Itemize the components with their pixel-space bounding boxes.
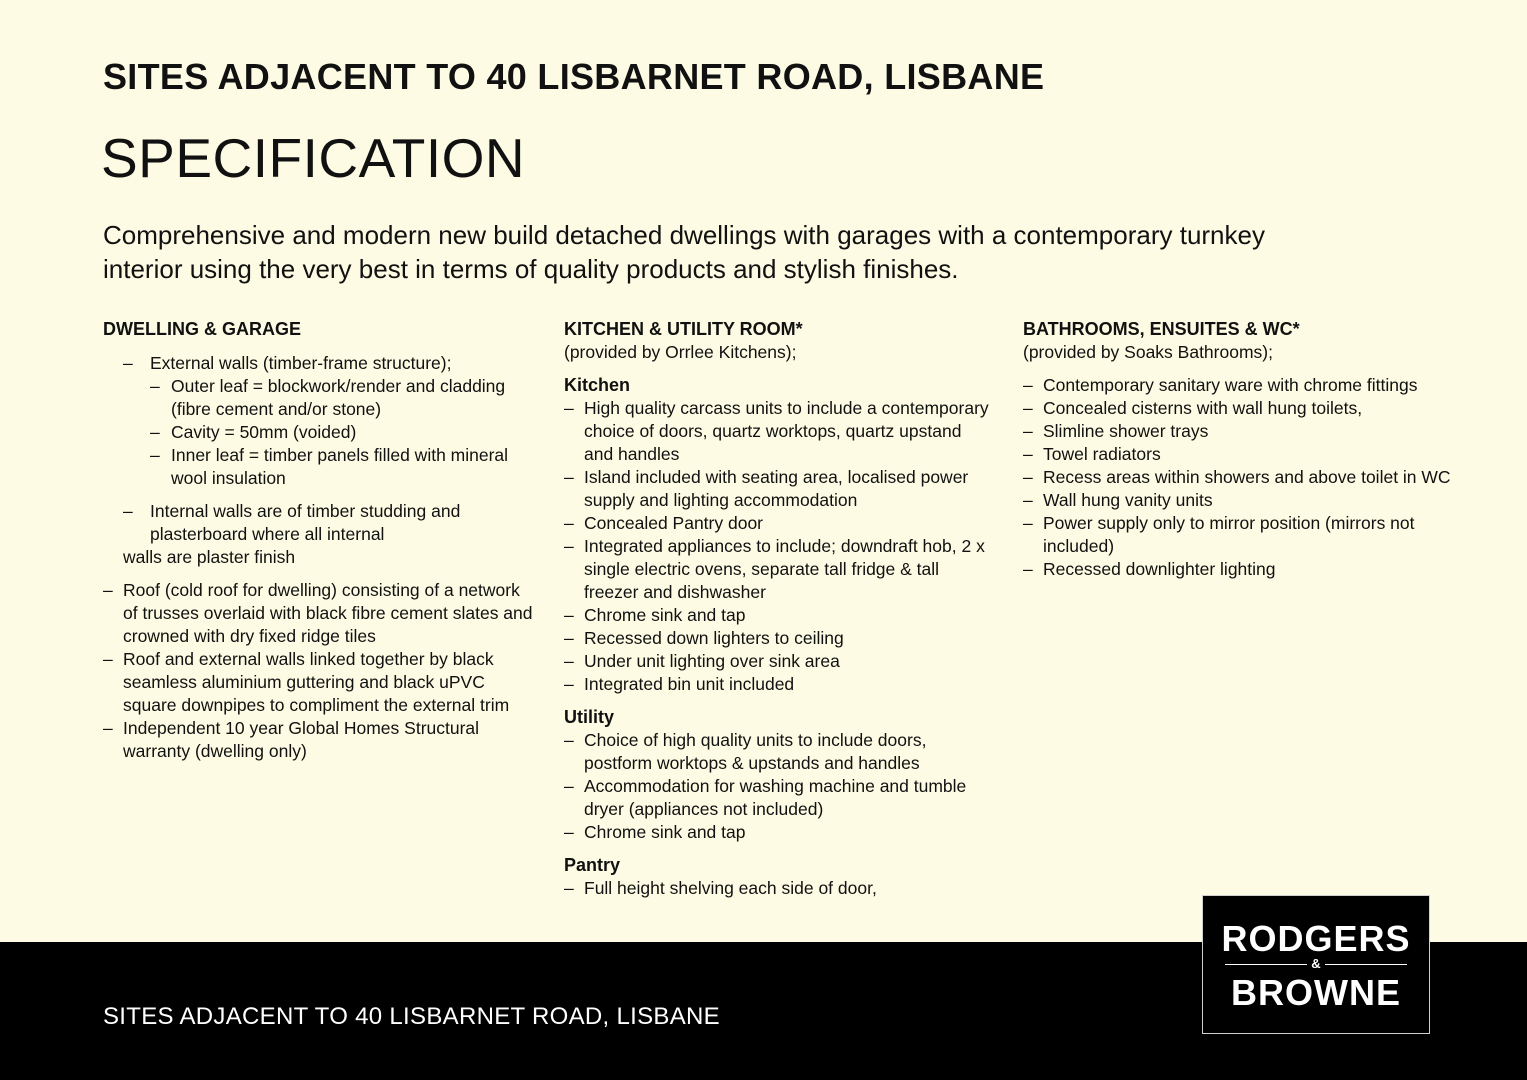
kitchen-utility-column bbox=[564, 318, 994, 900]
kitchen-heading: Kitchen bbox=[564, 375, 631, 395]
page-title: SPECIFICATION bbox=[101, 127, 526, 189]
logo-line-1: RODGERS bbox=[1221, 918, 1411, 959]
logo-divider-right bbox=[1325, 964, 1407, 965]
list-item: – Choice of high quality units to include doors, postform worktops & upstands and handles bbox=[564, 729, 994, 775]
list-item: – Outer leaf = blockwork/render and cladding (fibre cement and/or stone) bbox=[150, 375, 533, 421]
list-item: – Concealed cisterns with wall hung toilets, bbox=[1023, 397, 1453, 420]
list-item: – Recess areas within showers and above toilet in WC bbox=[1023, 466, 1453, 489]
list-item: – Inner leaf = timber panels filled with mineral wool insulation bbox=[150, 444, 533, 490]
kitchen-title: KITCHEN & UTILITY ROOM* bbox=[564, 319, 803, 339]
list-item: – Roof and external walls linked together by black seamless aluminium guttering and black uPVC square downpipes to compliment the external trim bbox=[103, 648, 533, 717]
internal-walls-cont: walls are plaster finish bbox=[123, 547, 296, 567]
page-heading: SITES ADJACENT TO 40 LISBARNET ROAD, LISBANE bbox=[103, 56, 1045, 97]
logo-ampersand: & bbox=[1311, 956, 1321, 971]
list-item: – Power supply only to mirror position (mirrors not included) bbox=[1023, 512, 1453, 558]
external-walls-sublist bbox=[150, 375, 533, 490]
bathrooms-title: BATHROOMS, ENSUITES & WC* bbox=[1023, 319, 1300, 339]
dwelling-garage-column bbox=[103, 318, 533, 763]
list-item: – Accommodation for washing machine and tumble dryer (appliances not included) bbox=[564, 775, 994, 821]
list-item: – Full height shelving each side of door, bbox=[564, 877, 994, 900]
dwelling-wall-list bbox=[103, 352, 533, 546]
footer-address: SITES ADJACENT TO 40 LISBARNET ROAD, LISBANE bbox=[103, 1003, 720, 1030]
rodgers-browne-logo bbox=[1202, 895, 1430, 1034]
dwelling-title: DWELLING & GARAGE bbox=[103, 319, 301, 339]
logo-line-2: BROWNE bbox=[1231, 972, 1401, 1013]
list-item: – Chrome sink and tap bbox=[564, 821, 994, 844]
list-item: – Island included with seating area, localised power supply and lighting accommodation bbox=[564, 466, 994, 512]
list-item: – Cavity = 50mm (voided) bbox=[150, 421, 533, 444]
list-item: – Recessed down lighters to ceiling bbox=[564, 627, 994, 650]
kitchen-list bbox=[564, 397, 994, 696]
external-walls-text: External walls (timber-frame structure); bbox=[150, 353, 452, 373]
list-item: – Concealed Pantry door bbox=[564, 512, 994, 535]
list-item: – Integrated bin unit included bbox=[564, 673, 994, 696]
pantry-heading: Pantry bbox=[564, 855, 621, 875]
list-item: – Internal walls are of timber studding and plasterboard where all internal bbox=[123, 500, 533, 546]
list-item: – Towel radiators bbox=[1023, 443, 1453, 466]
dwelling-item-list bbox=[103, 579, 533, 763]
list-item: – Slimline shower trays bbox=[1023, 420, 1453, 443]
list-item: – Recessed downlighter lighting bbox=[1023, 558, 1453, 581]
list-item bbox=[123, 352, 533, 490]
list-item: – Contemporary sanitary ware with chrome fittings bbox=[1023, 374, 1453, 397]
list-item: – Chrome sink and tap bbox=[564, 604, 994, 627]
list-item: – Integrated appliances to include; downdraft hob, 2 x single electric ovens, separate tall fridge & tall freezer and dishwasher bbox=[564, 535, 994, 604]
utility-list bbox=[564, 729, 994, 844]
list-item: – Roof (cold roof for dwelling) consisting of a network of trusses overlaid with black fibre cement slates and crowned with dry fixed ridge tiles bbox=[103, 579, 533, 648]
kitchen-provider: (provided by Orrlee Kitchens); bbox=[564, 342, 797, 362]
bathrooms-column bbox=[1023, 318, 1453, 581]
bathrooms-provider: (provided by Soaks Bathrooms); bbox=[1023, 342, 1273, 362]
list-item: – Under unit lighting over sink area bbox=[564, 650, 994, 673]
list-item: – High quality carcass units to include a contemporary choice of doors, quartz worktops, quartz upstand and handles bbox=[564, 397, 994, 466]
list-item: – Independent 10 year Global Homes Structural warranty (dwelling only) bbox=[103, 717, 533, 763]
utility-heading: Utility bbox=[564, 707, 615, 727]
bathrooms-list bbox=[1023, 374, 1453, 581]
intro-paragraph: Comprehensive and modern new build detached dwellings with garages with a contemporary turnkey interior using the very best in terms of quality products and stylish finishes. bbox=[103, 220, 1265, 284]
list-item: – Wall hung vanity units bbox=[1023, 489, 1453, 512]
pantry-list bbox=[564, 877, 994, 900]
